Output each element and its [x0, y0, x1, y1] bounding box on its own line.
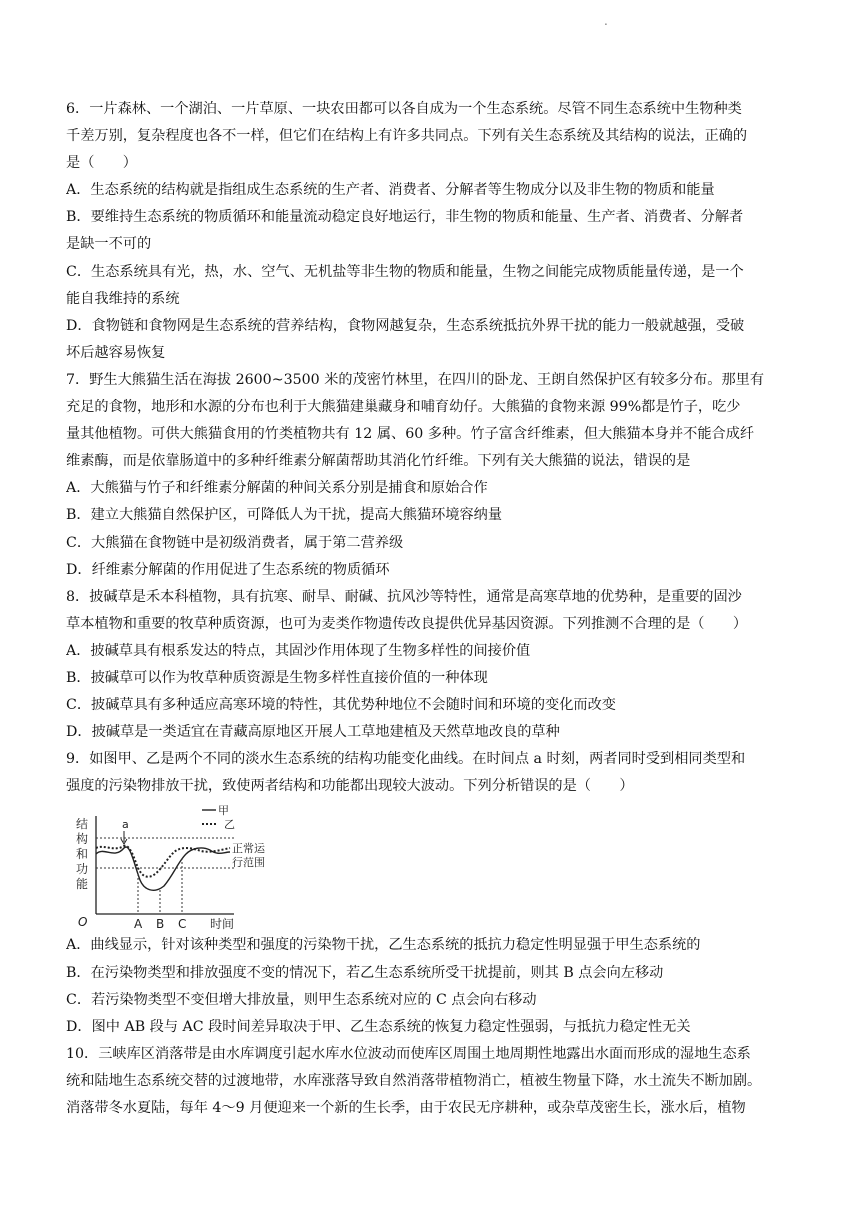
- exam-content: [66, 96, 802, 1122]
- range-label-line1: 正常运: [232, 842, 265, 856]
- q6-option-d-cont: 坏后越容易恢复: [66, 344, 166, 361]
- q9-option-a: A．曲线显示，针对该种类型和强度的污染物干扰，乙生态系统的抵抗力稳定性明显强于甲生态系统的: [66, 937, 701, 954]
- q6-stem-line: 千差万别，复杂程度也各不一样，但它们在结构上有许多共同点。下列有关生态系统及其结构的说法，正确的: [66, 128, 748, 145]
- q7-option-b: B．建立大熊猫自然保护区，可降低人为干扰，提高大熊猫环境容纳量: [66, 507, 503, 524]
- q6-option-a: A．生态系统的结构就是指组成生态系统的生产者、消费者、分解者等生物成分以及非生物的物质和能量: [66, 182, 715, 199]
- q7-option-a: A．大熊猫与竹子和纤维素分解菌的种间关系分别是捕食和原始合作: [66, 480, 488, 497]
- q9-stem-line: 强度的污染物排放干扰，致使两者结构和功能都出现较大波动。下列分析错误的是（ ）: [66, 778, 634, 795]
- legend-yi: 乙: [224, 818, 235, 832]
- x-axis-label: 时间: [210, 917, 235, 932]
- q8-option-c: C．披碱草具有多种适应高寒环境的特性，其优势种地位不会随时间和环境的变化而改变: [66, 697, 616, 714]
- q7-stem-line: 充足的食物，地形和水源的分布也利于大熊猫建巢藏身和哺育幼仔。大熊猫的食物来源 99%都是竹子，吃少: [66, 399, 741, 416]
- question-8: [66, 584, 802, 747]
- q7-option-d: D．纤维素分解菌的作用促进了生态系统的物质循环: [66, 561, 390, 578]
- point-a-label: a: [122, 818, 129, 832]
- q6-option-d: D．食物链和食物网是生态系统的营养结构，食物网越复杂，生态系统抵抗外界干扰的能力一般就越强，受破: [66, 317, 745, 334]
- curve-jia: [96, 847, 230, 890]
- q9-option-b: B．在污染物类型和排放强度不变的情况下，若乙生态系统所受干扰提前，则其 B 点会向左移动: [66, 964, 664, 981]
- y-axis-label-char: 和: [76, 847, 89, 862]
- y-axis-label-char: 构: [76, 832, 89, 847]
- y-axis-label-char: 功: [76, 862, 89, 877]
- q8-option-a: A．披碱草具有根系发达的特点，其固沙作用体现了生物多样性的间接价值: [66, 642, 531, 659]
- q10-stem-line: 10．三峡库区消落带是由水库调度引起水库水位波动而使库区周围土地周期性地露出水面而形成的湿地生态系: [66, 1045, 751, 1062]
- tick-a: A: [134, 917, 143, 932]
- q6-stem-line: 6．一片森林、一个湖泊、一片草原、一块农田都可以各自成为一个生态系统。尽管不同生态系统中生物种类: [66, 101, 742, 117]
- q6-option-c: C．生态系统具有光，热，水、空气、无机盐等非生物的物质和能量，生物之间能完成物质能量传递，是一个: [66, 263, 744, 280]
- y-axis-label-char: 结: [76, 817, 89, 832]
- legend-jia: 甲: [218, 804, 229, 818]
- q8-option-b: B．披碱草可以作为牧草种质资源是生物多样性直接价值的一种体现: [66, 669, 488, 686]
- range-label-line2: 行范围: [232, 856, 265, 870]
- q9-option-c: C．若污染物类型不变但增大排放量，则甲生态系统对应的 C 点会向右移动: [66, 991, 537, 1008]
- q6-option-c-cont: 能自我维持的系统: [66, 290, 180, 307]
- origin-label: O: [78, 915, 88, 930]
- structure-function-diagram: [74, 802, 274, 932]
- q9-figure: [74, 802, 274, 932]
- q8-option-d: D．披碱草是一类适宜在青藏高原地区开展人工草地建植及天然草地改良的草种: [66, 724, 560, 741]
- q7-stem-line: 维素酶，而是依靠肠道中的多种纤维素分解菌帮助其消化竹纤维。下列有关大熊猫的说法，错误的是: [66, 453, 691, 470]
- q6-option-b-cont: 是缺一不可的: [66, 236, 152, 253]
- q8-stem-line: 8．披碱草是禾本科植物，具有抗寒、耐旱、耐碱、抗风沙等特性，通常是高寒草地的优势种，是重要的固沙: [66, 588, 742, 605]
- q10-stem-line: 统和陆地生态系统交替的过渡地带，水库涨落导致自然消落带植物消亡，植被生物量下降，水土流失不断加剧。: [66, 1072, 762, 1089]
- q6-stem-line: 是（ ）: [66, 155, 137, 172]
- q7-stem-line: 7．野生大熊猫生活在海拔 2600~3500 米的茂密竹林里，在四川的卧龙、王朗自然保护区有较多分布。那里有: [66, 371, 765, 388]
- question-10: [66, 1041, 802, 1122]
- header-mark: .: [604, 14, 608, 28]
- q9-option-d: D．图中 AB 段与 AC 段时间差异取决于甲、乙生态系统的恢复力稳定性强弱，与抵抗力稳定性无关: [66, 1018, 691, 1035]
- y-axis-label-char: 能: [76, 877, 89, 892]
- question-9: [66, 746, 802, 1041]
- question-7: [66, 367, 802, 584]
- q7-option-c: C．大熊猫在食物链中是初级消费者，属于第二营养级: [66, 534, 404, 551]
- tick-c: C: [178, 917, 187, 932]
- question-6: [66, 96, 802, 367]
- q6-option-b: B．要维持生态系统的物质循环和能量流动稳定良好地运行，非生物的物质和能量、生产者、消费者、分解者: [66, 209, 744, 226]
- q7-stem-line: 量其他植物。可供大熊猫食用的竹类植物共有 12 属、60 多种。竹子富含纤维素，但大熊猫本身并不能合成纤: [66, 426, 755, 443]
- q10-stem-line: 消落带冬水夏陆，每年 4～9 月便迎来一个新的生长季，由于农民无序耕种，或杂草茂密生长，涨水后，植物: [66, 1100, 746, 1116]
- tick-b: B: [156, 917, 165, 932]
- q9-stem-line: 9．如图甲、乙是两个不同的淡水生态系统的结构功能变化曲线。在时间点 a 时刻，两者同时受到相同类型和: [66, 751, 746, 768]
- q8-stem-line: 草本植物和重要的牧草种质资源，也可为麦类作物遗传改良提供优异基因资源。下列推测不合理的是（ ）: [66, 615, 748, 632]
